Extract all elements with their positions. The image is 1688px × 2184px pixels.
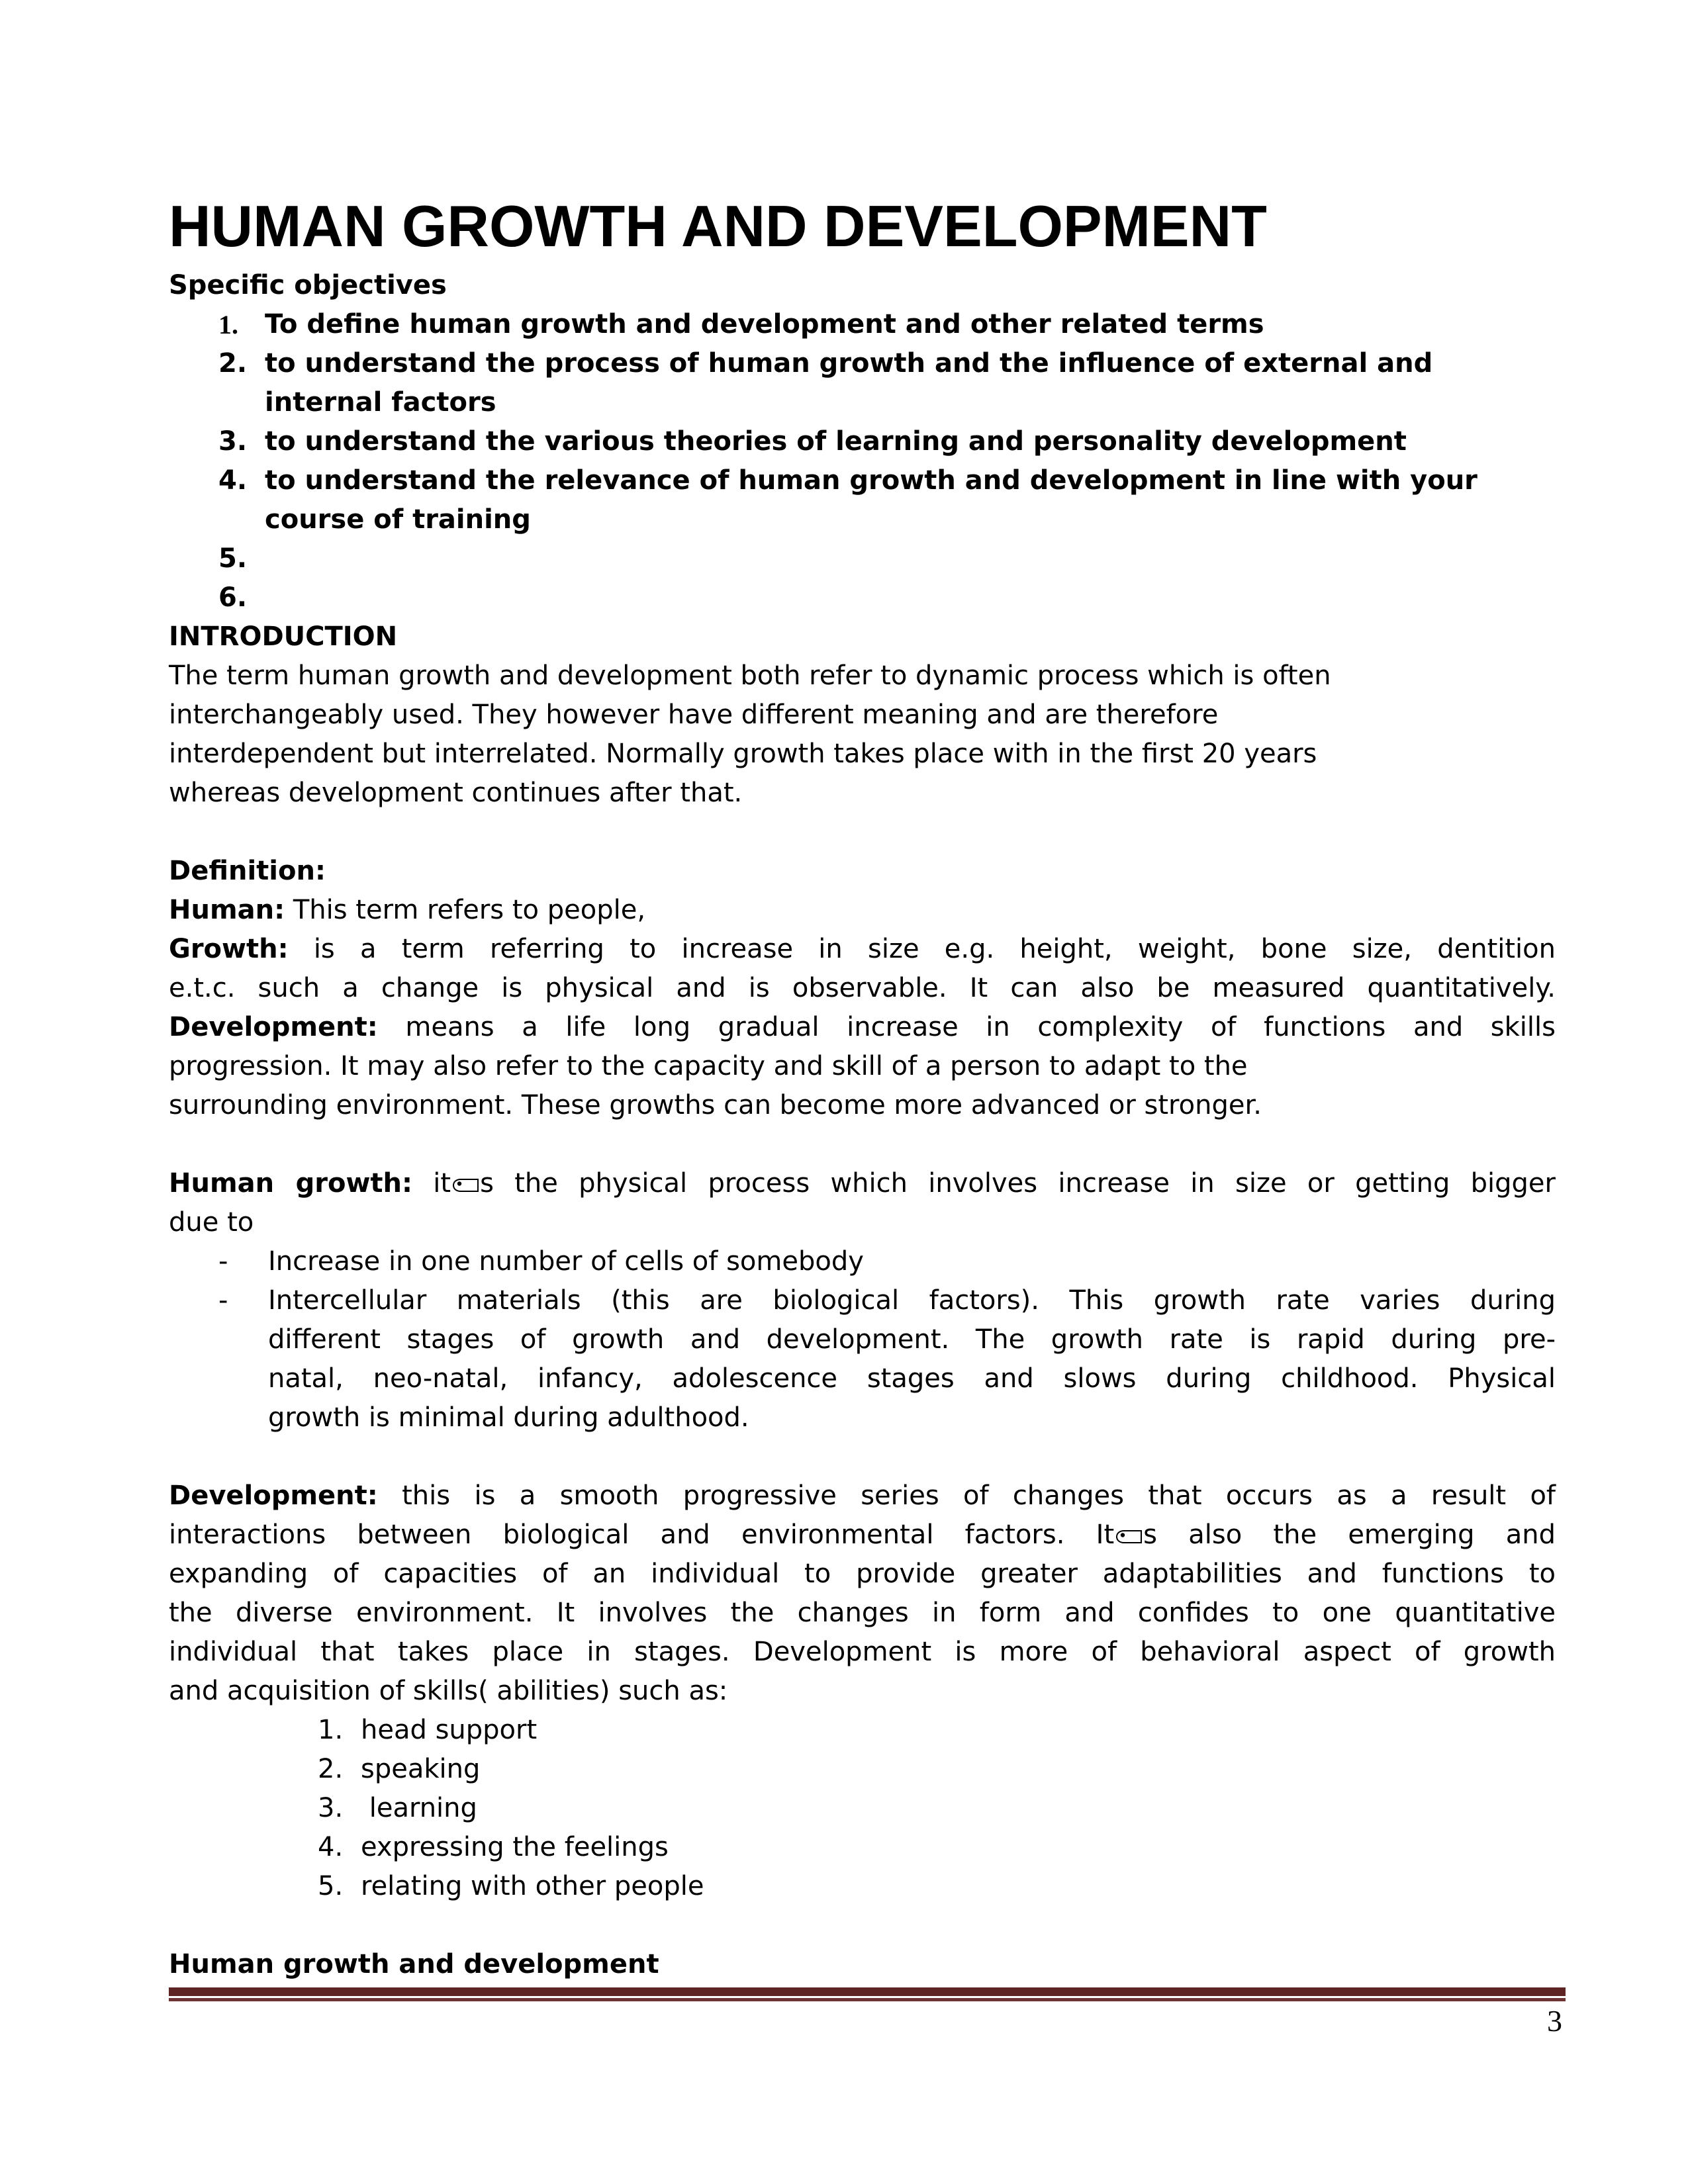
numbered-list (169, 305, 1556, 617)
section-heading: Specific objectives (169, 270, 447, 300)
text-run: expanding of capacities of an individual to provide greater adaptabilities and functions to (169, 1559, 1556, 1589)
list-marker: 6. (218, 582, 248, 613)
text-line (265, 422, 1556, 461)
list-item (169, 539, 1556, 578)
text-line (265, 539, 1556, 578)
text-line (169, 696, 1556, 735)
paragraph (169, 1477, 1556, 1711)
text-run: s the physical process which involves increase in size or getting bigger (480, 1168, 1556, 1199)
footer-rule (169, 1987, 1566, 2001)
list-item-text (265, 539, 1556, 578)
text-run: interdependent but interrelated. Normally growth takes place with in the first 20 years (169, 739, 1317, 769)
text-line (169, 1086, 1556, 1125)
list-item-text (265, 422, 1556, 461)
text-line (265, 500, 1556, 539)
text-line (169, 969, 1556, 1008)
text-run: speaking (361, 1754, 481, 1784)
text-line (361, 1789, 1556, 1828)
section-heading: Human growth and development (169, 1949, 659, 1979)
list-item-text (265, 461, 1556, 539)
text-run: expressing the feelings (361, 1832, 669, 1862)
list-item (169, 344, 1556, 422)
list-marker: - (218, 1246, 228, 1277)
numbered-list (169, 1711, 1556, 1906)
page-title: HUMAN GROWTH AND DEVELOPMENT (169, 193, 1267, 259)
blank-line (169, 1906, 1556, 1945)
text-run: Development: (169, 1012, 378, 1042)
text-run: growth is minimal during adulthood. (268, 1402, 749, 1433)
text-run: relating with other people (361, 1871, 704, 1901)
list-marker: 2. (218, 348, 248, 379)
text-line (169, 735, 1556, 774)
text-run: natal, neo-natal, infancy, adolescence stages and slows during childhood. Physical (268, 1363, 1556, 1394)
text-run: it (412, 1168, 451, 1199)
text-line (265, 578, 1556, 617)
list-item (169, 422, 1556, 461)
missing-character-tag-icon (1114, 1529, 1143, 1545)
list-item (169, 1281, 1556, 1437)
list-item (169, 1828, 1556, 1867)
text-run: head support (361, 1715, 538, 1745)
list-item (169, 305, 1556, 344)
page-number: 3 (1547, 2004, 1562, 2038)
list-marker: 1. (218, 310, 238, 340)
paragraph (169, 930, 1556, 1008)
text-line (268, 1281, 1556, 1320)
text-run: interchangeably used. They however have different meaning and are therefore (169, 700, 1219, 730)
text-line (265, 383, 1556, 422)
blank-line (169, 1125, 1556, 1164)
text-run: due to (169, 1207, 254, 1238)
list-item (169, 461, 1556, 539)
list-item-text (361, 1711, 1556, 1750)
list-item (169, 1867, 1556, 1906)
list-item-text (361, 1867, 1556, 1906)
text-run: Human growth: (169, 1168, 412, 1199)
text-run: Development: (169, 1480, 378, 1511)
footer-rule-thick-bar (169, 1987, 1566, 1996)
text-line (169, 1477, 1556, 1516)
text-run: To define human growth and development and other related terms (265, 309, 1264, 340)
list-item-text (361, 1789, 1556, 1828)
list-item (169, 1789, 1556, 1828)
text-line (361, 1711, 1556, 1750)
text-line (265, 461, 1556, 500)
text-line (169, 1672, 1556, 1711)
footer-rule-thin-bar (169, 1998, 1566, 2001)
list-item (169, 1242, 1556, 1281)
text-run: Human: (169, 895, 285, 925)
list-marker: 1. (318, 1715, 344, 1745)
text-run: s also the emerging and (1143, 1520, 1556, 1550)
list-item-text (268, 1242, 1556, 1281)
text-run: progression. It may also refer to the capacity and skill of a person to adapt to the (169, 1051, 1248, 1081)
text-line (361, 1867, 1556, 1906)
text-line (169, 1047, 1556, 1086)
text-line (169, 1633, 1556, 1672)
text-line (361, 1750, 1556, 1789)
text-line (169, 930, 1556, 969)
text-line (169, 891, 1556, 930)
text-run: is a term referring to increase in size e.g. height, weight, bone size, dentition (288, 934, 1556, 964)
text-run: individual that takes place in stages. Development is more of behavioral aspect of growth (169, 1637, 1556, 1667)
text-line (169, 1555, 1556, 1594)
list-item (169, 578, 1556, 617)
text-run: Growth: (169, 934, 289, 964)
blank-line (169, 1437, 1556, 1477)
text-line (361, 1828, 1556, 1867)
section-heading: Definition: (169, 856, 326, 886)
blank-line (169, 813, 1556, 852)
text-line (169, 774, 1556, 813)
text-line (268, 1320, 1556, 1359)
text-run: means a life long gradual increase in complexity of functions and skills (377, 1012, 1556, 1042)
text-run: different stages of growth and development. The growth rate is rapid during pre- (268, 1324, 1556, 1355)
text-line (169, 1594, 1556, 1633)
list-item-text (268, 1281, 1556, 1437)
list-item (169, 1711, 1556, 1750)
text-line (169, 1008, 1556, 1047)
document-body (169, 266, 1556, 1984)
list-item (169, 1750, 1556, 1789)
paragraph (169, 1008, 1556, 1125)
text-line (268, 1242, 1556, 1281)
list-item-text (361, 1750, 1556, 1789)
text-run: and acquisition of skills( abilities) such as: (169, 1676, 728, 1706)
paragraph (169, 657, 1556, 813)
list-marker: 5. (318, 1871, 344, 1901)
list-item-text (361, 1828, 1556, 1867)
list-marker: - (218, 1285, 228, 1316)
missing-character-tag-icon (451, 1177, 480, 1193)
text-run: the diverse environment. It involves the changes in form and confides to one quantitative (169, 1598, 1556, 1628)
text-run: This term refers to people, (285, 895, 646, 925)
text-line (268, 1359, 1556, 1398)
list-item-text (265, 344, 1556, 422)
text-line (169, 1516, 1556, 1555)
list-item-text (265, 305, 1556, 344)
text-run: to understand the relevance of human growth and development in line with your (265, 465, 1477, 496)
text-run: learning (361, 1793, 477, 1823)
text-run: The term human growth and development both refer to dynamic process which is often (169, 660, 1331, 691)
text-line (268, 1398, 1556, 1437)
text-line (169, 657, 1556, 696)
text-run: interactions between biological and environmental factors. It (169, 1520, 1115, 1550)
list-marker: 4. (318, 1832, 344, 1862)
list-item-text (265, 578, 1556, 617)
text-run: to understand the process of human growth and the influence of external and (265, 348, 1433, 379)
dash-list (169, 1242, 1556, 1437)
text-line (265, 344, 1556, 383)
paragraph (169, 1164, 1556, 1242)
paragraph (169, 891, 1556, 930)
text-run: surrounding environment. These growths can become more advanced or stronger. (169, 1090, 1262, 1120)
list-marker: 3. (218, 426, 248, 457)
list-marker: 2. (318, 1754, 344, 1784)
text-run: e.t.c. such a change is physical and is observable. It can also be measured quantitatively. (169, 973, 1556, 1003)
text-run: course of training (265, 504, 531, 535)
text-run: internal factors (265, 387, 496, 418)
text-line (169, 1164, 1556, 1203)
text-run: Increase in one number of cells of somebody (268, 1246, 864, 1277)
text-run: to understand the various theories of learning and personality development (265, 426, 1407, 457)
text-run: Intercellular materials (this are biological factors). This growth rate varies during (268, 1285, 1556, 1316)
text-run: whereas development continues after that. (169, 778, 743, 808)
text-line (169, 1203, 1556, 1242)
section-heading: INTRODUCTION (169, 621, 398, 652)
list-marker: 5. (218, 543, 248, 574)
list-marker: 4. (218, 465, 248, 496)
text-line (265, 305, 1556, 344)
list-marker: 3. (318, 1793, 344, 1823)
text-run: this is a smooth progressive series of changes that occurs as a result of (377, 1480, 1556, 1511)
